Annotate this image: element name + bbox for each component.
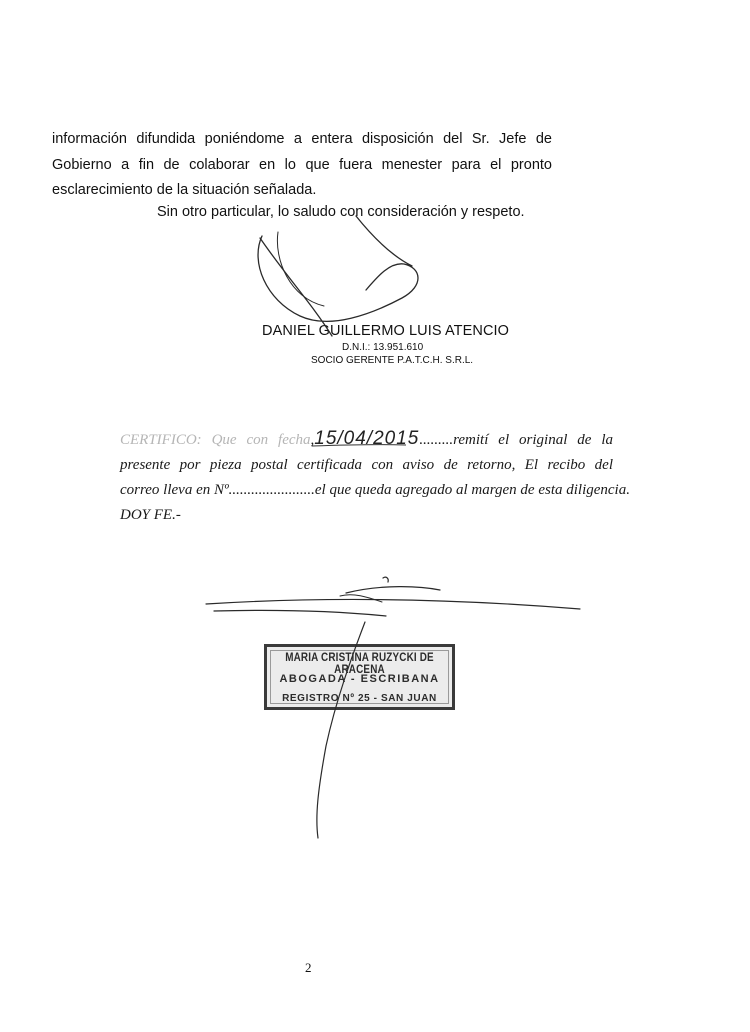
stamp-name: MARIA CRISTINA RUZYCKI DE ARACENA xyxy=(285,652,434,676)
notary-stamp xyxy=(264,644,455,710)
handwritten-date: 15/04/2015 xyxy=(314,428,420,449)
body-paragraph xyxy=(52,127,552,204)
certification-line: correo lleva en Nº.......................el que queda agregado al margen de esta diligencia. xyxy=(120,482,630,498)
stamp-registry: REGISTRO Nº 25 - SAN JUAN xyxy=(282,693,437,704)
certification-text: .........remití el original de la xyxy=(419,432,613,448)
certification-line: CERTIFICO: Que con fecha,15/04/2015.........remití el original de la xyxy=(120,428,613,449)
paragraph-line: esclarecimiento de la situación señalada. xyxy=(52,182,317,198)
signatory-dni: D.N.I.: 13.951.610 xyxy=(342,342,424,353)
certification-line: DOY FE.- xyxy=(120,507,181,523)
paragraph-line: información difundida poniéndome a entera disposición del Sr. Jefe de xyxy=(52,131,552,147)
certification-line: presente por pieza postal certificada con aviso de retorno, El recibo del xyxy=(120,457,613,473)
signatory-signature xyxy=(258,216,418,336)
notary-certification xyxy=(120,426,630,528)
certification-lead: CERTIFICO: xyxy=(120,432,202,448)
paragraph-line: Gobierno a fin de colaborar en lo que fuera menester para el pronto xyxy=(52,156,552,173)
signatory-role: SOCIO GERENTE P.A.T.C.H. S.R.L. xyxy=(311,355,474,366)
page-number: 2 xyxy=(305,960,312,975)
closing-line: Sin otro particular, lo saludo con consideración y respeto. xyxy=(157,204,525,220)
certification-text: Que con fecha xyxy=(201,432,311,448)
stamp-title: ABOGADA - ESCRIBANA xyxy=(279,673,440,685)
signatory-name: DANIEL GUILLERMO LUIS ATENCIO xyxy=(262,323,510,339)
